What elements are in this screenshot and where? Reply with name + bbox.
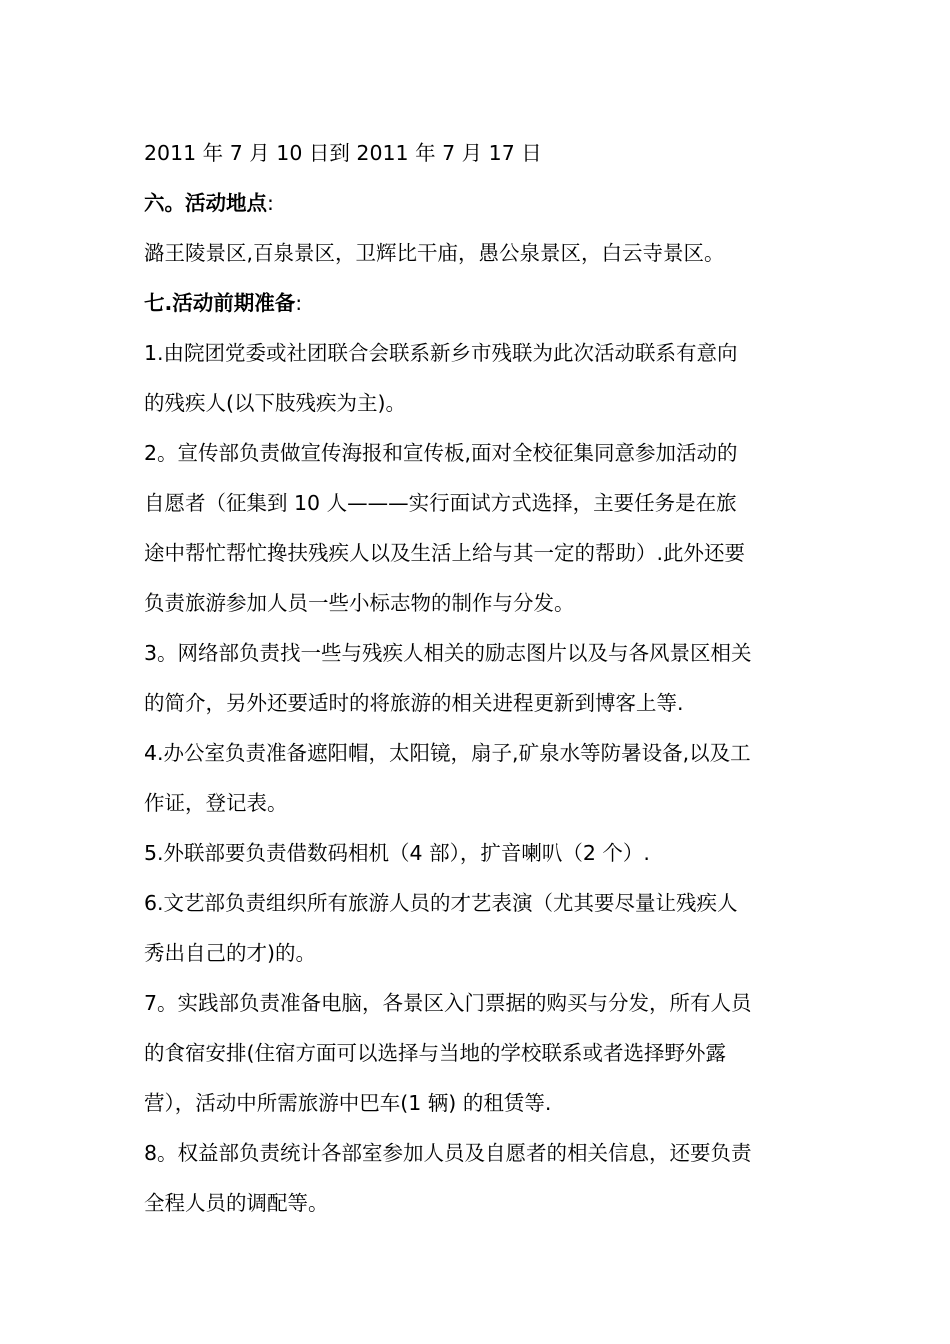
body-line: 途中帮忙帮忙搀扶残疾人以及生活上给与其一定的帮助）.此外还要	[144, 541, 746, 565]
section6-text: 潞王陵景区,百泉景区，卫辉比干庙，愚公泉景区，白云寺景区。	[144, 241, 725, 265]
body-line: 的残疾人(以下肢残疾为主)。	[144, 391, 406, 415]
body-line: 作证，登记表。	[144, 791, 288, 815]
body-line: 3。网络部负责找一些与残疾人相关的励志图片以及与各风景区相关	[144, 641, 752, 665]
section7-heading-line	[144, 278, 812, 328]
body-line: 营），活动中所需旅游中巴车(1 辆) 的租赁等.	[144, 1091, 552, 1115]
document-page	[144, 128, 812, 1228]
body-line: 8。权益部负责统计各部室参加人员及自愿者的相关信息，还要负责	[144, 1141, 752, 1165]
section7-colon: :	[295, 291, 303, 315]
body-line: 6.文艺部负责组织所有旅游人员的才艺表演（尤其要尽量让残疾人	[144, 891, 738, 915]
body-line: 4.办公室负责准备遮阳帽，太阳镜，扇子,矿泉水等防暑设备,以及工	[144, 741, 751, 765]
section6-colon: :	[267, 191, 274, 215]
body-line: 秀出自己的才)的。	[144, 941, 316, 965]
body-line: 自愿者（征集到 10 人———实行面试方式选择，主要任务是在旅	[144, 491, 737, 515]
body-line: 负责旅游参加人员一些小标志物的制作与分发。	[144, 591, 575, 615]
body-line: 的食宿安排(住宿方面可以选择与当地的学校联系或者选择野外露	[144, 1041, 726, 1065]
body-line: 5.外联部要负责借数码相机（4 部），扩音喇叭（2 个）.	[144, 841, 650, 865]
body-line: 全程人员的调配等。	[144, 1191, 329, 1215]
body-line: 2。宣传部负责做宣传海报和宣传板,面对全校征集同意参加活动的	[144, 441, 738, 465]
section6-heading-line	[144, 178, 812, 228]
date-line: 2011 年 7 月 10 日到 2011 年 7 月 17 日	[144, 141, 542, 165]
body-line: 的简介，另外还要适时的将旅游的相关进程更新到博客上等.	[144, 691, 684, 715]
body-line: 7。实践部负责准备电脑，各景区入门票据的购买与分发，所有人员	[144, 991, 752, 1015]
section7-heading: 七.活动前期准备	[144, 291, 296, 315]
section6-heading: 六。活动地点	[144, 191, 267, 215]
body-line: 1.由院团党委或社团联合会联系新乡市残联为此次活动联系有意向	[144, 341, 738, 365]
